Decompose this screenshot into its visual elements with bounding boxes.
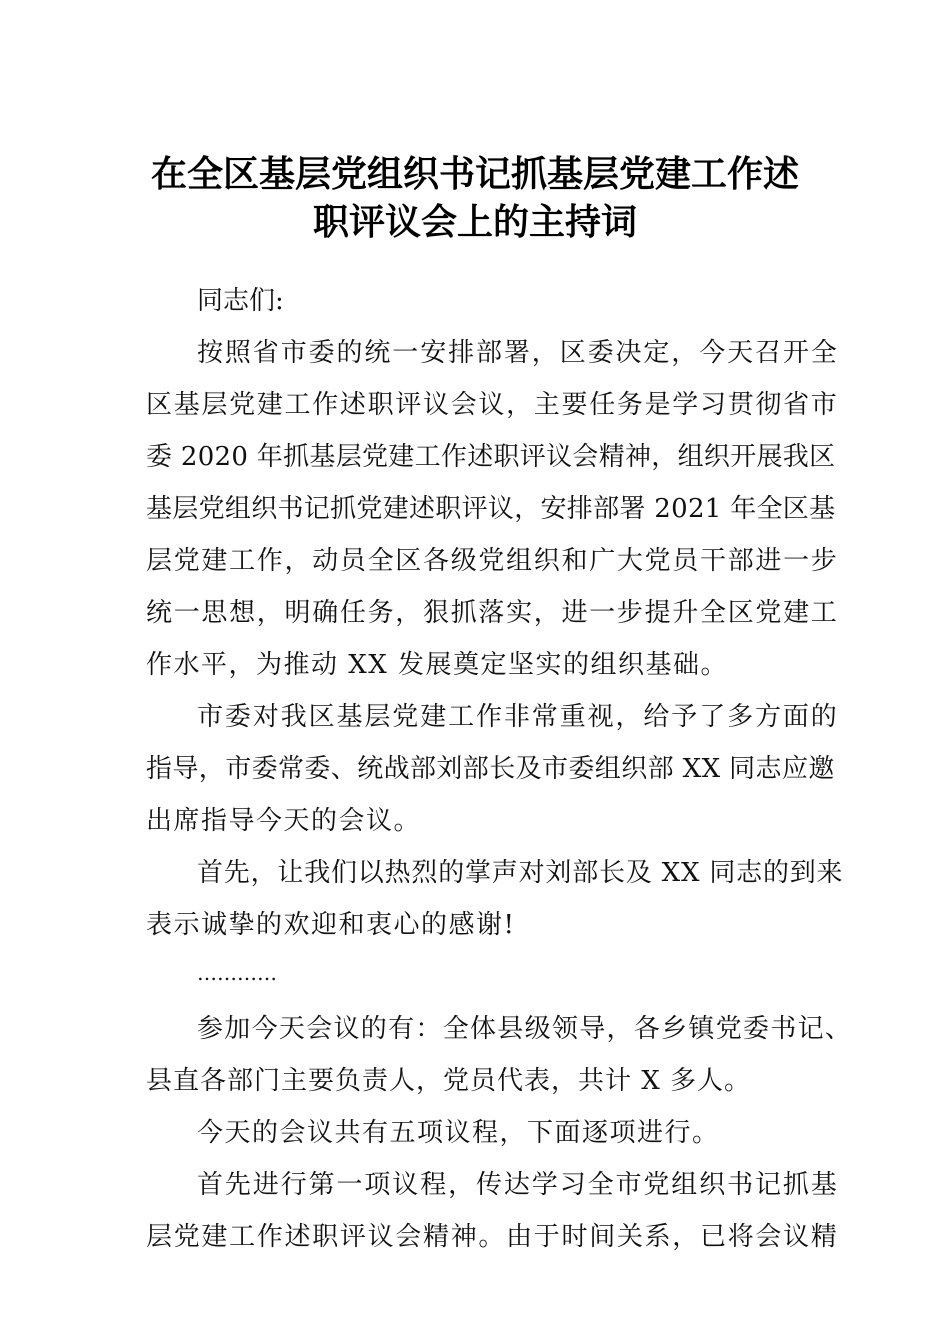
paragraph-3-line-2: 表示诚挚的欢迎和衷心的感谢! xyxy=(146,910,516,940)
document-title-line-2: 职评议会上的主持词 xyxy=(312,201,637,243)
salutation: 同志们: xyxy=(197,286,284,316)
paragraph-5-line-1: 今天的会议共有五项议程，下面逐项进行。 xyxy=(197,1118,720,1148)
paragraph-2-line-2: 指导，市委常委、统战部刘部长及市委组织部 XX 同志应邀 xyxy=(146,754,835,784)
paragraph-4-line-2: 县直各部门主要负责人，党员代表，共计 X 多人。 xyxy=(146,1066,752,1096)
paragraph-1-line-6: 统一思想，明确任务，狠抓落实，进一步提升全区党建工 xyxy=(146,598,839,628)
paragraph-1-line-2: 区基层党建工作述职评议会议，主要任务是学习贯彻省市 xyxy=(146,390,839,420)
paragraph-6-line-1: 首先进行第一项议程，传达学习全市党组织书记抓基 xyxy=(197,1170,839,1200)
paragraph-1-line-3: 委 2020 年抓基层党建工作述职评议会精神，组织开展我区 xyxy=(146,442,836,472)
paragraph-4-line-1: 参加今天会议的有：全体县级领导，各乡镇党委书记、 xyxy=(197,1014,853,1044)
paragraph-1-line-5: 层党建工作，动员全区各级党组织和广大党员干部进一步 xyxy=(146,546,839,576)
paragraph-6-line-2: 层党建工作述职评议会精神。由于时间关系，已将会议精 xyxy=(146,1222,839,1252)
paragraph-2-line-1: 市委对我区基层党建工作非常重视，给予了多方面的 xyxy=(197,702,839,732)
paragraph-1-line-7: 作水平，为推动 XX 发展奠定坚实的组织基础。 xyxy=(146,650,729,680)
paragraph-1-line-1: 按照省市委的统一安排部署，区委决定，今天召开全 xyxy=(197,338,839,368)
paragraph-3-line-1: 首先，让我们以热烈的掌声对刘部长及 XX 同志的到来 xyxy=(197,858,844,888)
paragraph-1-line-4: 基层党组织书记抓党建述职评议，安排部署 2021 年全区基 xyxy=(146,494,836,524)
paragraph-2-line-3: 出席指导今天的会议。 xyxy=(146,806,422,836)
ellipsis-line: ………… xyxy=(197,961,277,985)
document-title-line-1: 在全区基层党组织书记抓基层党建工作述 xyxy=(150,153,799,195)
